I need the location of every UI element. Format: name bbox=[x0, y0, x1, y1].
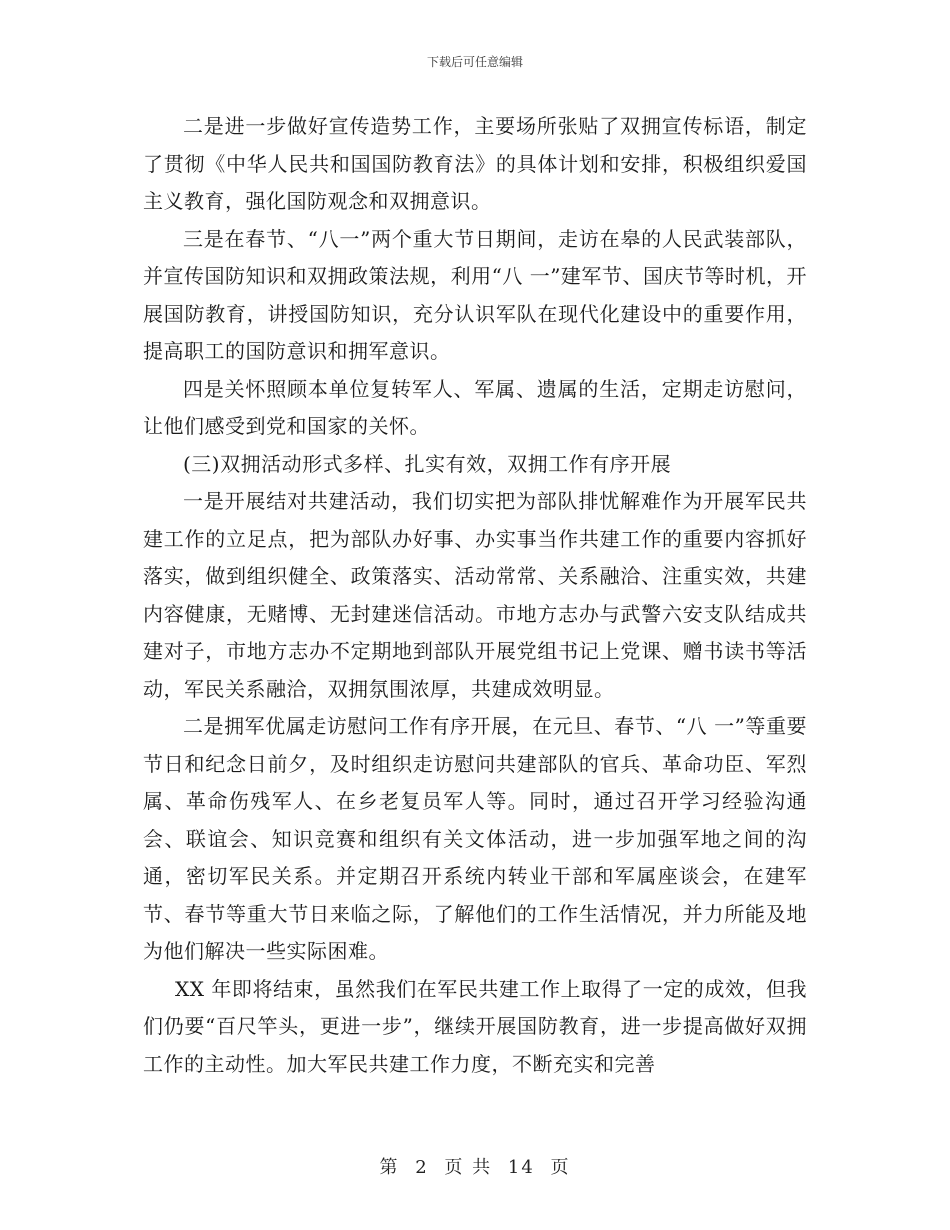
footer-suffix: 页 bbox=[550, 1157, 571, 1178]
section-heading: (三)双拥活动形式多样、扎实有效，双拥工作有序开展 bbox=[183, 451, 672, 476]
paragraph: 二是进一步做好宣传造势工作，主要场所张贴了双拥宣传标语，制定了贯彻《中华人民共和国国防教育法》的具体计划和安排，积极组织爱国主义教育，强化国防观念和双拥意识。 bbox=[143, 114, 807, 213]
document-body bbox=[143, 108, 807, 1083]
header-note: 下载后可任意编辑 bbox=[426, 55, 523, 69]
footer-page-number: 2 bbox=[415, 1157, 429, 1178]
paragraph: 一是开展结对共建活动，我们切实把为部队排忧解难作为开展军民共建工作的立足点，把为部队办好事、办实事当作共建工作的重要内容抓好落实，做到组织健全、政策落实、活动常常、关系融洽、注重实效，共建内容健康，无赌博、无封建迷信活动。市地方志办与武警六安支队结成共建对子，市地方志办不定期地到部队开展党组书记上党课、赠书读书等活动，军民关系融洽，双拥氛围浓厚，共建成效明显。 bbox=[143, 489, 807, 701]
paragraph: XX 年即将结束，虽然我们在军民共建工作上取得了一定的成效，但我们仍要“百尺竿头，更进一步”，继续开展国防教育，进一步提高做好双拥工作的主动性。加大军民共建工作力度，不断充实和完善 bbox=[143, 976, 807, 1076]
footer-total-pages: 14 bbox=[507, 1157, 535, 1178]
paragraph: 四是关怀照顾本单位复转军人、军属、遗属的生活，定期走访慰问，让他们感受到党和国家的关怀。 bbox=[143, 376, 807, 438]
footer-prefix: 第 bbox=[379, 1157, 400, 1178]
paragraph: 三是在春节、“八一”两个重大节日期间，走访在皋的人民武装部队，并宣传国防知识和双拥政策法规，利用“八 一”建军节、国庆节等时机，开展国防教育，讲授国防知识，充分认识军队在现代化建设中的重要作用，提高职工的国防意识和拥军意识。 bbox=[143, 226, 807, 363]
footer-mid: 页 共 bbox=[444, 1157, 493, 1178]
paragraph: 二是拥军优属走访慰问工作有序开展，在元旦、春节、“八 一”等重要节日和纪念日前夕，及时组织走访慰问共建部队的官兵、革命功臣、军烈属、革命伤残军人、在乡老复员军人等。同时，通过召开学习经验沟通会、联谊会、知识竞赛和组织有关文体活动，进一步加强军地之间的沟通，密切军民关系。并定期召开系统内转业干部和军属座谈会，在建军节、春节等重大节日来临之际，了解他们的工作生活情况，并力所能及地为他们解决一些实际困难。 bbox=[143, 714, 807, 963]
page-footer bbox=[0, 1153, 950, 1179]
